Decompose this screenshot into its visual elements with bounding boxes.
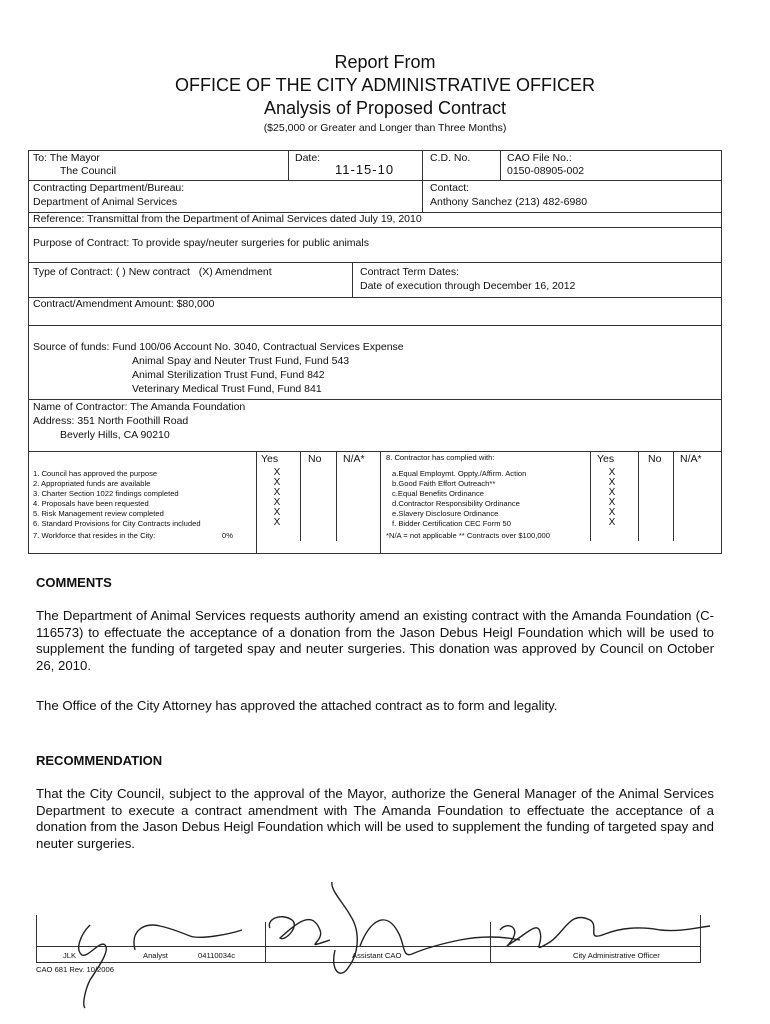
analyst-initials: JLK: [63, 951, 77, 960]
to-mayor: To: The Mayor: [33, 152, 100, 164]
cao-file-label: CAO File No.:: [507, 152, 572, 164]
right-col-no: No: [648, 453, 662, 465]
checklist-left-4: 4. Proposals have been requested: [33, 499, 149, 508]
analysis-title: Analysis of Proposed Contract: [263, 98, 507, 118]
right-yes-mark-a: X: [608, 467, 616, 478]
office-title: OFFICE OF THE CITY ADMINISTRATIVE OFFICER: [174, 75, 596, 95]
right-yes-mark-f: X: [608, 517, 616, 528]
recommendation-para: That the City Council, subject to the approval of the Mayor, authorize the General Manager of the Animal Services Department to execute a contract amendment with The Amanda Foundation to effectuate the acceptance of a donation from the Jason Debus Heigl Foundation which will be used to supplement the funding of targeted spay and neuter surgeries.: [36, 786, 714, 851]
right-yes-mark-d: X: [608, 497, 616, 508]
contractor-complied-title: 8. Contractor has complied with:: [386, 453, 495, 462]
recommendation-heading: RECOMMENDATION: [36, 753, 163, 768]
handwritten-signatures: [30, 870, 720, 1010]
dept-label: Contracting Department/Bureau:: [33, 182, 185, 194]
funds-line-1: Source of funds: Fund 100/06 Account No. 3040, Contractual Services Expense: [33, 341, 404, 353]
address-line-1: Address: 351 North Foothill Road: [33, 415, 189, 427]
right-yes-mark-c: X: [608, 487, 616, 498]
term-value: Date of execution through December 16, 2012: [360, 280, 576, 292]
left-yes-mark-2: X: [273, 477, 281, 488]
analyst-label: Analyst: [143, 951, 168, 960]
contract-type: Type of Contract: ( ) New contract (X) Amendment: [33, 266, 272, 278]
reference: Reference: Transmittal from the Department of Animal Services dated July 19, 2010: [33, 213, 422, 225]
comments-para-2: The Office of the City Attorney has approved the attached contract as to form and legality.: [36, 698, 558, 713]
funds-line-3: Animal Sterilization Trust Fund, Fund 842: [132, 369, 325, 381]
workforce-label: 7. Workforce that resides in the City:: [33, 531, 156, 540]
cao-file-value: 0150-08905-002: [507, 165, 585, 177]
checklist-footnote: *N/A = not applicable ** Contracts over $100,000: [386, 531, 551, 540]
checklist-right-d: d.Contractor Responsibility Ordinance: [392, 499, 520, 508]
assistant-cao-label: Assistant CAO: [352, 951, 402, 960]
contract-amount: Contract/Amendment Amount: $80,000: [33, 298, 215, 310]
checklist-left-3: 3. Charter Section 1022 findings completed: [33, 489, 179, 498]
report-from-title: Report From: [334, 52, 436, 72]
date-value: 11-15-10: [335, 162, 395, 177]
left-yes-mark-3: X: [273, 487, 281, 498]
checklist-left-2: 2. Appropriated funds are available: [33, 479, 151, 488]
right-col-na: N/A*: [680, 453, 702, 465]
address-line-2: Beverly Hills, CA 90210: [60, 429, 170, 441]
contractor-name: Name of Contractor: The Amanda Foundation: [33, 401, 246, 413]
contact-value: Anthony Sanchez (213) 482-6980: [430, 196, 588, 208]
contact-label: Contact:: [430, 182, 470, 194]
checklist-left-1: 1. Council has approved the purpose: [33, 469, 158, 478]
term-label: Contract Term Dates:: [360, 266, 460, 278]
funds-line-2: Animal Spay and Neuter Trust Fund, Fund 543: [132, 355, 350, 367]
left-yes-mark-6: X: [273, 517, 281, 528]
left-yes-mark-4: X: [273, 497, 281, 508]
to-council: The Council: [60, 165, 117, 177]
right-yes-mark-e: X: [608, 507, 616, 518]
checklist-right-f: f. Bidder Certification CEC Form 50: [392, 519, 512, 528]
checklist-left-5: 5. Risk Management review completed: [33, 509, 164, 518]
left-yes-mark-5: X: [273, 507, 281, 518]
date-label: Date:: [295, 152, 321, 164]
cao-label: City Administrative Officer: [573, 951, 660, 960]
doc-number: 04110034c: [198, 951, 236, 960]
left-col-yes: Yes: [261, 453, 279, 465]
dept-value: Department of Animal Services: [33, 196, 178, 208]
cd-no-label: C.D. No.: [430, 152, 471, 164]
checklist-left-6: 6. Standard Provisions for City Contracts included: [33, 519, 201, 528]
left-col-na: N/A*: [343, 453, 365, 465]
comments-heading: COMMENTS: [36, 575, 112, 590]
checklist-right-c: c.Equal Benefits Ordinance: [392, 489, 485, 498]
form-number: CAO 681 Rev. 10/2006: [36, 965, 114, 974]
checklist-right-a: a.Equal Employmt. Oppty./Affirm. Action: [392, 469, 527, 478]
funds-line-4: Veterinary Medical Trust Fund, Fund 841: [132, 383, 322, 395]
threshold-subtitle: ($25,000 or Greater and Longer than Three Months): [263, 122, 507, 134]
left-col-no: No: [308, 453, 322, 465]
checklist-right-b: b.Good Faith Effort Outreach**: [392, 479, 496, 488]
left-yes-mark-1: X: [273, 467, 281, 478]
purpose: Purpose of Contract: To provide spay/neuter surgeries for public animals: [33, 237, 369, 249]
right-col-yes: Yes: [597, 453, 615, 465]
workforce-value: 0%: [222, 531, 233, 540]
checklist-right-e: e.Slavery Disclosure Ordinance: [392, 509, 499, 518]
right-yes-mark-b: X: [608, 477, 616, 488]
comments-para-1: The Department of Animal Services requests authority amend an existing contract with the Amanda Foundation (C-116573) to effectuate the acceptance of a donation from the Jason Debus Heigl Foundation which will be used to supplement the funding of targeted spay and neuter surgeries. This donation was approved by Council on October 26, 2010.: [36, 608, 714, 673]
